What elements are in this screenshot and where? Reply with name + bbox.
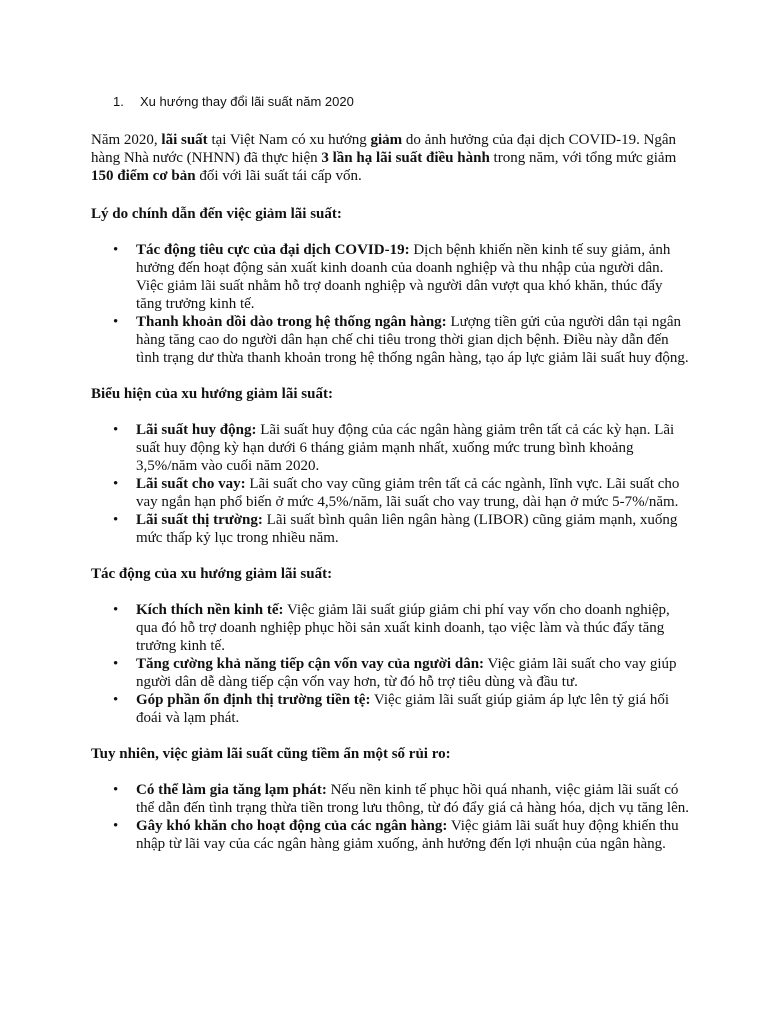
bullet-icon: • [113, 512, 119, 528]
intro-text: trong năm, với tổng mức giảm [489, 150, 677, 166]
item-text: Nếu nền kinh tế phục hồi quá nhanh, việc giảm lãi suất có thể dẫn đến tình trạng thừa tiền trong lưu thông, từ đó đẩy giá cả hàng hóa, dịch vụ tăng lên. [136, 782, 690, 816]
risks-list [91, 781, 691, 853]
item-label: Lãi suất thị trường: [136, 512, 263, 528]
item-text: Việc giảm lãi suất giúp giảm chi phí vay vốn cho doanh nghiệp, qua đó hỗ trợ doanh nghiệp phục hồi sản xuất kinh doanh, tạo việc làm và thúc đẩy tăng trưởng kinh tế. [136, 602, 670, 654]
item-text: Việc giảm lãi suất giúp giảm áp lực lên tỷ giá hối đoái và lạm phát. [136, 692, 670, 726]
item-text: Lãi suất huy động của các ngân hàng giảm trên tất cả các kỳ hạn. Lãi suất huy động kỳ hạn dưới 6 tháng giảm mạnh nhất, xuống mức trung bình khoảng 3,5%/năm vào cuối năm 2020. [136, 422, 675, 474]
heading-text: Xu hướng thay đổi lãi suất năm 2020 [140, 94, 354, 109]
bullet-icon: • [113, 476, 119, 492]
document-heading [113, 94, 691, 110]
list-item [113, 601, 691, 655]
manifestations-list [91, 421, 691, 547]
item-label: Gây khó khăn cho hoạt động của các ngân hàng: [136, 818, 448, 834]
list-item [113, 781, 691, 817]
item-label: Tăng cường khả năng tiếp cận vốn vay của người dân: [136, 656, 485, 672]
document-page [91, 94, 691, 871]
intro-bold: 150 điểm cơ bản [91, 168, 196, 184]
item-label: Kích thích nền kinh tế: [136, 602, 284, 618]
item-label: Thanh khoản dồi dào trong hệ thống ngân hàng: [136, 314, 447, 330]
list-item [113, 241, 691, 313]
section-title-manifestations: Biểu hiện của xu hướng giảm lãi suất: [91, 386, 333, 402]
reasons-list [91, 241, 691, 367]
section-title-risks: Tuy nhiên, việc giảm lãi suất cũng tiềm ẩn một số rủi ro: [91, 746, 451, 762]
item-text: Lãi suất cho vay cũng giảm trên tất cả các ngành, lĩnh vực. Lãi suất cho vay ngắn hạn phổ biến ở mức 4,5%/năm, lãi suất cho vay trung, dài hạn ở mức 5-7%/năm. [136, 476, 680, 510]
item-label: Tác động tiêu cực của đại dịch COVID-19: [136, 242, 410, 258]
bullet-icon: • [113, 656, 119, 672]
list-item [113, 691, 691, 727]
list-item [113, 475, 691, 511]
bullet-icon: • [113, 782, 119, 798]
list-item [113, 817, 691, 853]
impacts-list [91, 601, 691, 727]
intro-text: đối với lãi suất tái cấp vốn. [195, 168, 362, 184]
item-text: Lãi suất bình quân liên ngân hàng (LIBOR) cũng giảm mạnh, xuống mức thấp kỷ lục trong nhiều năm. [136, 512, 678, 546]
list-item [113, 511, 691, 547]
bullet-icon: • [113, 242, 119, 258]
intro-bold: giảm [370, 132, 403, 148]
section-title-impacts: Tác động của xu hướng giảm lãi suất: [91, 566, 333, 582]
item-label: Lãi suất cho vay: [136, 476, 246, 492]
item-label: Lãi suất huy động: [136, 422, 257, 438]
section-title-reasons: Lý do chính dẫn đến việc giảm lãi suất: [91, 206, 342, 222]
item-label: Góp phần ổn định thị trường tiền tệ: [136, 692, 371, 708]
intro-text: do ảnh hưởng của đại dịch COVID-19. Ngân hàng Nhà nước (NHNN) đã thực hiện [91, 132, 677, 166]
bullet-icon: • [113, 422, 119, 438]
heading-number: 1. [113, 94, 124, 109]
list-item [113, 655, 691, 691]
intro-bold: lãi suất [161, 132, 208, 148]
bullet-icon: • [113, 602, 119, 618]
list-item [113, 313, 691, 367]
intro-bold: 3 lần hạ lãi suất điều hành [321, 150, 490, 166]
item-text: Dịch bệnh khiến nền kinh tế suy giảm, ảnh hưởng đến hoạt động sản xuất kinh doanh của doanh nghiệp và thu nhập của người dân. Việc giảm lãi suất nhằm hỗ trợ doanh nghiệp và người dân vượt qua khó khăn, thúc đẩy tăng trưởng kinh tế. [136, 242, 671, 312]
bullet-icon: • [113, 818, 119, 834]
item-label: Có thể làm gia tăng lạm phát: [136, 782, 327, 798]
intro-paragraph [91, 131, 691, 185]
item-text: Việc giảm lãi suất cho vay giúp người dân dễ dàng tiếp cận vốn vay hơn, từ đó hỗ trợ tiêu dùng và đầu tư. [136, 656, 677, 690]
list-item [113, 421, 691, 475]
intro-text: tại Việt Nam có xu hướng [207, 132, 371, 148]
bullet-icon: • [113, 692, 119, 708]
item-text: Lượng tiền gửi của người dân tại ngân hàng tăng cao do người dân hạn chế chi tiêu trong thời gian dịch bệnh. Điều này dẫn đến tình trạng dư thừa thanh khoản trong hệ thống ngân hàng, tạo áp lực giảm lãi suất huy động. [136, 314, 689, 366]
intro-text: Năm 2020, [91, 132, 162, 148]
bullet-icon: • [113, 314, 119, 330]
item-text: Việc giảm lãi suất huy động khiến thu nhập từ lãi vay của các ngân hàng giảm xuống, ảnh hưởng đến lợi nhuận của ngân hàng. [136, 818, 679, 852]
